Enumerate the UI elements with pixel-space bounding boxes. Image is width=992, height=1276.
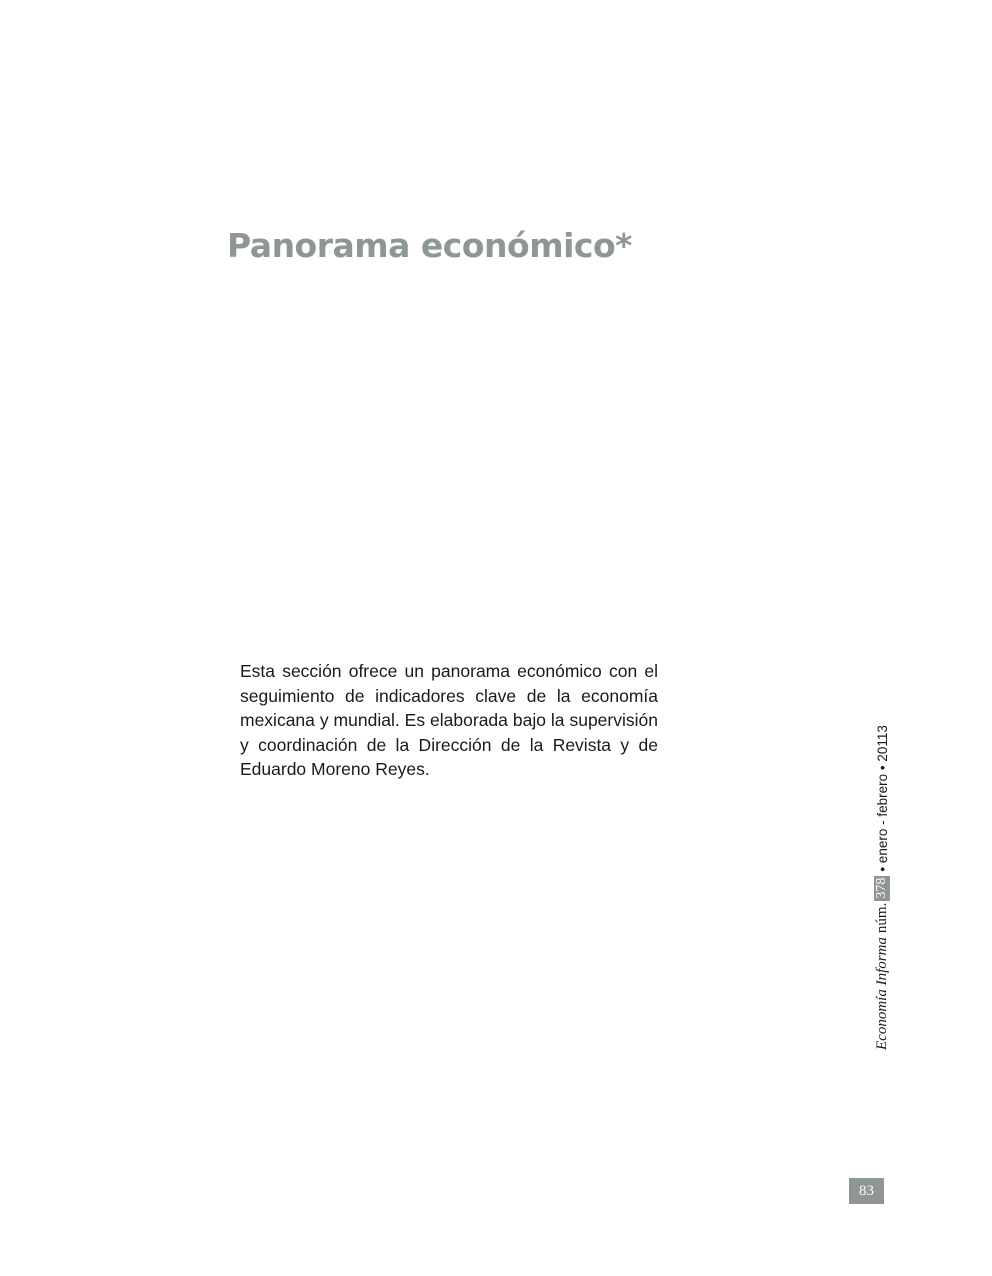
running-head: [873, 725, 891, 1050]
issue-number-badge: 378: [874, 877, 889, 899]
section-title: Panorama económico*: [227, 226, 632, 265]
journal-name: Economía Informa: [873, 937, 890, 1050]
page-number-badge: 83: [849, 1178, 884, 1204]
issue-number-label: núm.: [873, 902, 890, 934]
section-intro-paragraph: Esta sección ofrece un panorama económico con el seguimiento de indicadores clave de la economía mexicana y mundial. Es elaborada bajo la supervisión y coordinación de la Dirección de la Revista y de Eduardo Moreno Reyes.: [240, 661, 658, 779]
issue-date: • enero - febrero • 20113: [874, 725, 890, 872]
